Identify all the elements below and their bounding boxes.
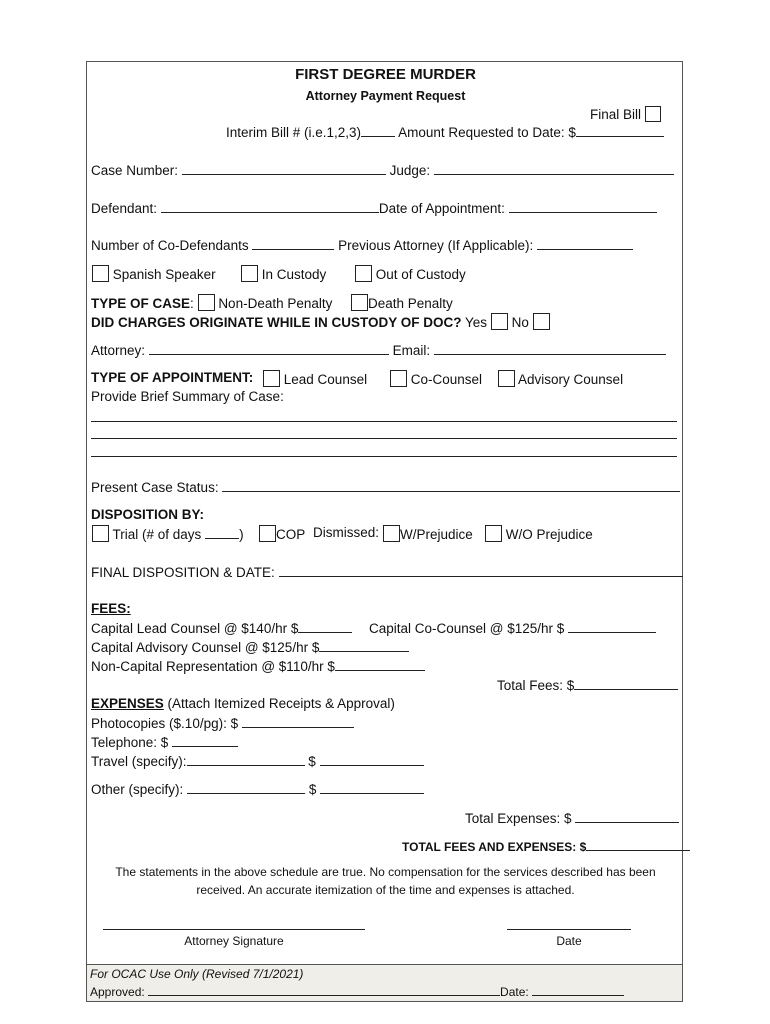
non-capital-fee-row [91,658,425,675]
total-expenses-row [465,810,679,827]
email-field[interactable] [434,342,666,355]
dismissed-option [313,525,379,541]
non-capital-fee-label: Non-Capital Representation @ $110/hr $ [91,659,335,674]
co-fee-field[interactable] [568,620,656,633]
attorney-row [91,342,666,359]
co-defendants-label: Number of Co-Defendants [91,238,249,253]
appointment-date-label: Date of Appointment: [378,201,505,216]
photocopies-field[interactable] [242,715,354,728]
spanish-speaker-option [92,265,216,283]
doc-no-checkbox[interactable] [533,313,550,330]
co-counsel-option [390,370,482,388]
with-prejudice-label: W/Prejudice [400,527,473,542]
in-custody-option [241,265,326,283]
ocac-use-label: For OCAC Use Only (Revised 7/1/2021) [90,967,304,981]
approved-date-field[interactable] [532,984,624,996]
co-defendants-row [91,237,633,254]
out-of-custody-option [355,265,466,283]
appointment-label: TYPE OF APPOINTMENT: [91,370,254,385]
expenses-header [91,696,395,712]
lead-fee-label: Capital Lead Counsel @ $140/hr $ [91,621,299,636]
telephone-field[interactable] [172,734,238,747]
lead-fee-field[interactable] [298,620,352,633]
defendant-label: Defendant: [91,201,158,216]
other-amount-field[interactable] [320,781,424,794]
dismissed-label: Dismissed: [313,525,380,540]
attorney-field[interactable] [149,342,389,355]
spanish-speaker-label: Spanish Speaker [112,267,216,282]
statement-line-2: received. An accurate itemization of the time and expenses is attached. [196,883,575,897]
form-title: FIRST DEGREE MURDER [295,66,476,83]
approved-field[interactable] [148,984,500,996]
type-of-case-label: TYPE OF CASE [91,296,191,311]
cop-checkbox[interactable] [259,525,276,542]
without-prejudice-checkbox[interactable] [485,525,502,542]
previous-attorney-field[interactable] [537,237,633,250]
lead-counsel-label: Lead Counsel [283,372,368,387]
other-label: Other (specify): [91,782,184,797]
attorney-label: Attorney: [91,343,146,358]
co-counsel-checkbox[interactable] [390,370,407,387]
summary-line-2[interactable] [91,437,677,439]
appointment-row [91,370,253,386]
summary-line-1[interactable] [91,420,677,422]
present-status-row [91,479,680,496]
travel-specify-field[interactable] [187,753,305,766]
co-counsel-label: Co-Counsel [410,372,483,387]
out-of-custody-checkbox[interactable] [355,265,372,282]
doc-yes-checkbox[interactable] [491,313,508,330]
lead-counsel-option [263,370,367,388]
defendant-field[interactable] [161,200,379,213]
travel-dollar: $ [308,754,316,769]
death-penalty-checkbox[interactable] [351,294,368,311]
interim-bill-label: Interim Bill # (i.e.1,2,3) [226,125,362,140]
with-prejudice-checkbox[interactable] [383,525,400,542]
final-bill-checkbox[interactable] [645,106,661,122]
defendant-row [91,200,657,217]
final-bill-row [590,106,661,123]
advisory-counsel-option [498,370,623,388]
type-of-case-row [91,294,332,312]
travel-amount-field[interactable] [320,753,424,766]
photocopies-row [91,715,354,732]
trial-days-field[interactable] [205,526,239,539]
case-number-label: Case Number: [91,163,179,178]
previous-attorney-label: Previous Attorney (If Applicable): [338,238,534,253]
advisory-fee-field[interactable] [319,639,409,652]
total-fees-row [497,677,678,694]
final-disposition-field[interactable] [279,564,683,577]
final-disposition-label: FINAL DISPOSITION & DATE: [91,565,275,580]
attorney-signature-line[interactable] [103,928,365,930]
co-defendants-field[interactable] [252,237,334,250]
with-prejudice-option [383,525,473,543]
grand-total-row [402,838,690,855]
cop-option [259,525,305,543]
approved-label: Approved: [90,985,145,999]
co-fee-row [369,620,656,637]
disposition-label: DISPOSITION BY: [91,507,205,522]
signature-date-label: Date [556,934,582,948]
trial-suffix: ) [239,527,244,542]
case-number-field[interactable] [182,162,386,175]
advisory-fee-label: Capital Advisory Counsel @ $125/hr $ [91,640,320,655]
out-of-custody-label: Out of Custody [375,267,466,282]
interim-bill-field[interactable] [361,124,395,137]
final-disposition-row [91,564,683,581]
interim-bill-row [226,124,664,141]
approved-date-label: Date: [500,985,529,999]
trial-checkbox[interactable] [92,525,109,542]
grand-total-field[interactable] [586,838,690,851]
signature-date-line[interactable] [507,928,631,930]
amount-requested-field[interactable] [576,124,664,137]
attorney-signature-label: Attorney Signature [184,934,284,948]
in-custody-checkbox[interactable] [241,265,258,282]
in-custody-label: In Custody [261,267,327,282]
fees-label: FEES: [91,601,131,616]
present-status-field[interactable] [222,479,680,492]
other-row [91,781,424,798]
non-death-label: Non-Death Penalty [218,296,333,311]
lead-counsel-checkbox[interactable] [263,370,280,387]
ocac-footer [87,964,682,1001]
travel-label: Travel (specify): [91,754,187,769]
non-capital-fee-field[interactable] [335,658,425,671]
doc-question-row [91,313,550,331]
co-fee-label: Capital Co-Counsel @ $125/hr $ [369,621,565,636]
email-label: Email: [392,343,431,358]
judge-label: Judge: [389,163,431,178]
summary-line-3[interactable] [91,455,677,457]
non-death-checkbox[interactable] [198,294,215,311]
present-status-label: Present Case Status: [91,480,219,495]
without-prejudice-option [485,525,593,543]
appointment-date-field[interactable] [509,200,657,213]
advisory-fee-row [91,639,409,656]
doc-yes-label: Yes [465,315,488,330]
amount-requested-label: Amount Requested to Date: $ [398,125,576,140]
telephone-row [91,734,238,751]
total-expenses-label: Total Expenses: $ [465,811,572,826]
statement-line-1: The statements in the above schedule are true. No compensation for the services described has been [115,865,656,879]
case-summary-label: Provide Brief Summary of Case: [91,389,284,404]
cop-label: COP [276,527,306,542]
photocopies-label: Photocopies ($.10/pg): $ [91,716,239,731]
expenses-note: (Attach Itemized Receipts & Approval) [163,696,395,711]
death-penalty-option [351,294,453,312]
advisory-counsel-label: Advisory Counsel [518,372,624,387]
death-penalty-label: Death Penalty [368,296,453,311]
doc-no-label: No [511,315,529,330]
total-fees-field[interactable] [574,677,678,690]
case-number-row [91,162,674,179]
travel-row [91,753,424,770]
advisory-counsel-checkbox[interactable] [498,370,515,387]
approved-row [90,984,624,1000]
expenses-label: EXPENSES [91,696,164,711]
total-fees-label: Total Fees: $ [497,678,575,693]
telephone-label: Telephone: $ [91,735,169,750]
without-prejudice-label: W/O Prejudice [505,527,593,542]
judge-field[interactable] [434,162,674,175]
payment-request-form [86,61,683,1002]
form-subtitle: Attorney Payment Request [305,89,466,103]
total-expenses-field[interactable] [575,810,679,823]
other-specify-field[interactable] [187,781,305,794]
lead-fee-row [91,620,352,637]
spanish-speaker-checkbox[interactable] [92,265,109,282]
doc-question-label: DID CHARGES ORIGINATE WHILE IN CUSTODY OF DOC? [91,315,462,330]
type-of-case-colon: : [190,296,194,311]
grand-total-label: TOTAL FEES AND EXPENSES: $ [402,840,587,854]
other-dollar: $ [308,782,317,797]
trial-label: Trial (# of days [112,527,202,542]
disposition-row [92,525,244,543]
final-bill-label: Final Bill [590,107,642,122]
